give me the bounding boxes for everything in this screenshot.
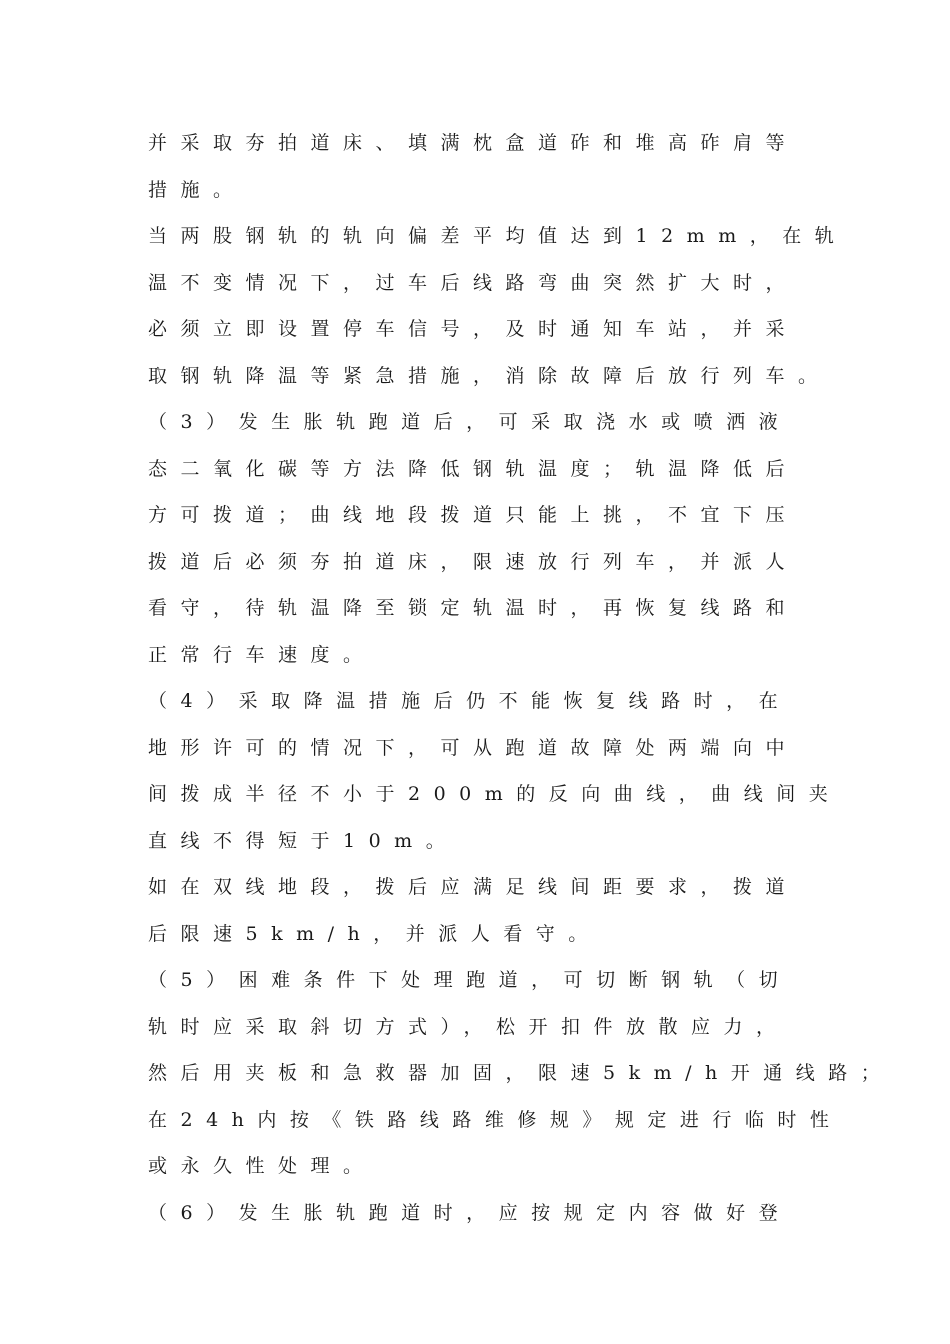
text-line: 当两股钢轨的轨向偏差平均值达到12mm，在轨 [148,225,848,247]
text-line: 如在双线地段，拨后应满足线间距要求，拨道 [148,876,799,898]
text-line: 然后用夹板和急救器加固，限速5km/h开通线路； [148,1062,894,1084]
text-line: 看守，待轨温降至锁定轨温时，再恢复线路和 [148,597,799,619]
text-line: 在24h内按《铁路线路维修规》规定进行临时性 [148,1108,843,1131]
text-line: 地形许可的情况下，可从跑道故障处两端向中 [148,736,799,759]
text-line: 正常行车速度。 [148,643,376,666]
text-line: 态二氧化碳等方法降低钢轨温度；轨温降低后 [148,457,799,480]
text-line: （3）发生胀轨跑道后，可采取浇水或喷洒液 [148,411,792,433]
text-line: 方可拨道；曲线地段拨道只能上挑，不宜下压 [148,504,799,526]
text-line: （5）困难条件下处理跑道，可切断钢轨（切 [148,969,792,991]
text-line: 或永久性处理。 [148,1155,376,1177]
text-line: 必须立即设置停车信号，及时通知车站，并采 [148,318,799,340]
text-line: 直线不得短于10m。 [148,829,459,852]
text-line: 间拨成半径不小于200m的反向曲线，曲线间夹 [148,783,842,805]
text-line: 后限速5km/h，并派人看守。 [148,922,601,945]
text-line: 措施。 [148,178,246,201]
text-line: （4）采取降温措施后仍不能恢复线路时，在 [148,690,792,712]
body-text [148,120,894,1236]
text-line: 轨时应采取斜切方式），松开扣件放散应力， [148,1015,789,1038]
text-line: 取钢轨降温等紧急措施，消除故障后放行列车。 [148,364,831,387]
text-line: （6）发生胀轨跑道时，应按规定内容做好登 [148,1201,792,1224]
text-line: 并采取夯拍道床、填满枕盒道砟和堆高砟肩等 [148,132,799,154]
text-line: 温不变情况下，过车后线路弯曲突然扩大时， [148,271,799,294]
text-line: 拨道后必须夯拍道床，限速放行列车，并派人 [148,550,799,573]
